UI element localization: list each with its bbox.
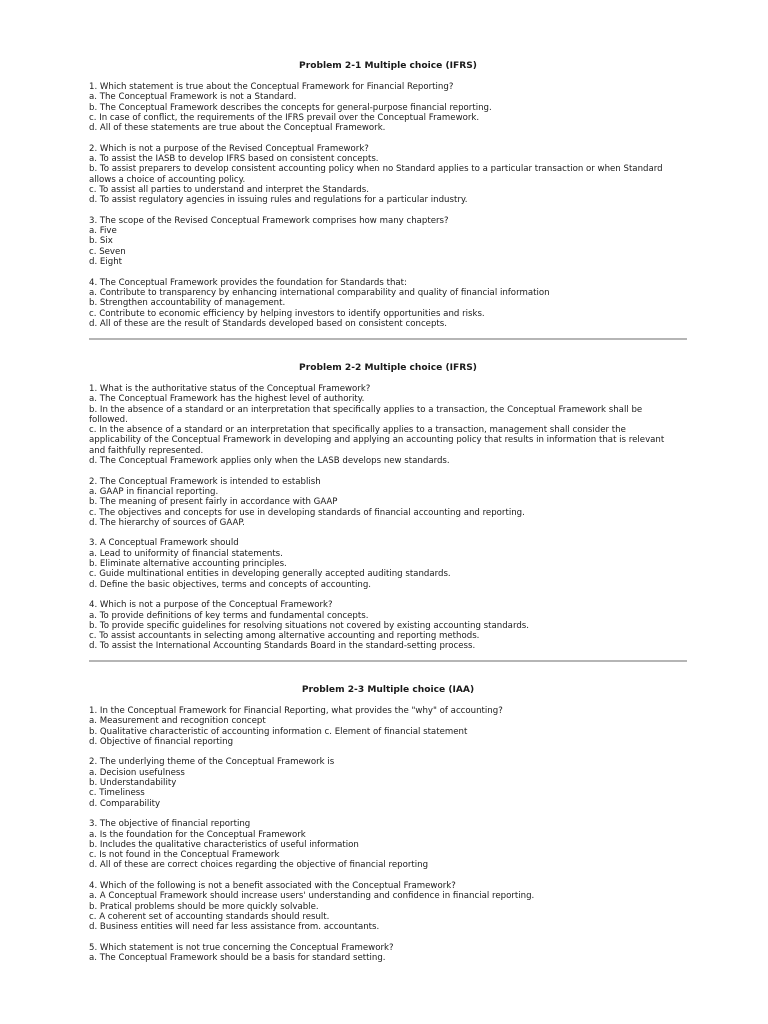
- section-title: Problem 2-2 Multiple choice (IFRS): [299, 363, 477, 373]
- choice-c: c. Is not found in the Conceptual Framework: [89, 850, 280, 861]
- question-text: 1. What is the authoritative status of the Conceptual Framework?: [89, 384, 371, 394]
- question-text: 2. The underlying theme of the Conceptual Framework is: [89, 757, 335, 768]
- choice-a: a. GAAP in financial reporting.: [89, 486, 219, 497]
- question-3: [89, 538, 687, 589]
- choice-c: c. A coherent set of accounting standards should result.: [89, 911, 330, 922]
- choice-a: a. Lead to uniformity of financial statements.: [89, 548, 283, 559]
- choice-c: c. Contribute to economic efficiency by helping investors to identify opportunities and risks.: [89, 308, 485, 319]
- choice-d: d. All of these are correct choices regarding the objective of financial reporting: [89, 860, 429, 871]
- choice-a: a. The Conceptual Framework should be a basis for standard setting.: [89, 953, 386, 964]
- choice-d: d. The hierarchy of sources of GAAP.: [89, 517, 245, 528]
- choice-b: b. To assist preparers to develop consistent accounting policy when no Standard applies to a particular transaction or when Standard: [89, 164, 663, 175]
- choice-c: c. To assist accountants in selecting among alternative accounting and reporting methods.: [89, 631, 480, 642]
- question-2: [89, 757, 687, 808]
- question-text: 3. A Conceptual Framework should: [89, 538, 239, 549]
- question-4: [89, 881, 687, 932]
- section-title: Problem 2-3 Multiple choice (IAA): [301, 685, 475, 695]
- choice-c: c. In the absence of a standard or an interpretation that specifically applies to a transaction, management shall consider the: [89, 425, 626, 436]
- question-text: 4. Which is not a purpose of the Conceptual Framework?: [89, 600, 333, 611]
- question-2: [89, 144, 687, 206]
- choice-c: c. To assist all parties to understand and interpret the Standards.: [89, 184, 369, 195]
- choice-b: b. Includes the qualitative characteristics of useful information: [89, 839, 359, 850]
- choice-d: d. All of these are the result of Standards developed based on consistent concepts.: [89, 318, 447, 329]
- question-text: 2. The Conceptual Framework is intended to establish: [89, 476, 321, 487]
- choice-a: a. Decision usefulness: [89, 767, 185, 778]
- choice-b: b. Understandability: [89, 778, 177, 789]
- choice-a: a. Is the foundation for the Conceptual Framework: [89, 829, 306, 840]
- choice-c: c. Guide multinational entities in developing generally accepted auditing standards.: [89, 569, 451, 580]
- question-4: [89, 600, 687, 651]
- choice-d: d. To assist regulatory agencies in issuing rules and regulations for a particular industry.: [89, 195, 468, 206]
- choice-b: b. Strengthen accountability of management.: [89, 298, 286, 309]
- choice-c: c. Timeliness: [89, 788, 145, 799]
- question-text: 1. Which statement is true about the Conceptual Framework for Financial Reporting?: [89, 82, 454, 92]
- choice-d: d. Comparability: [89, 798, 161, 809]
- choice-c: c. The objectives and concepts for use in developing standards of financial accounting and reporting.: [89, 507, 525, 518]
- question-4: [89, 278, 687, 329]
- choice-b-continued: followed.: [89, 414, 128, 425]
- choice-b: b. Six: [89, 236, 113, 247]
- section-title: Problem 2-1 Multiple choice (IFRS): [299, 61, 477, 71]
- choice-b: b. To provide specific guidelines for resolving situations not covered by existing accounting standards.: [89, 620, 529, 631]
- question-1: [89, 706, 687, 747]
- question-1: [89, 384, 687, 466]
- choice-b: b. The meaning of present fairly in accordance with GAAP: [89, 497, 338, 508]
- choice-a: a. To provide definitions of key terms and fundamental concepts.: [89, 610, 369, 621]
- question-text: 5. Which statement is not true concerning the Conceptual Framework?: [89, 942, 394, 953]
- question-1: [89, 82, 687, 133]
- choice-a: a. The Conceptual Framework has the highest level of authority.: [89, 394, 365, 405]
- section-problem-2-1: [89, 61, 687, 329]
- choice-a: a. Measurement and recognition concept: [89, 716, 266, 727]
- choice-b: b. In the absence of a standard or an interpretation that specifically applies to a transaction, the Conceptual Framework shall be: [89, 404, 643, 415]
- question-text: 4. Which of the following is not a benefit associated with the Conceptual Framework?: [89, 881, 456, 892]
- choice-d: d. Objective of financial reporting: [89, 736, 234, 747]
- choice-a: a. A Conceptual Framework should increase users' understanding and confidence in financial reporting.: [89, 891, 535, 902]
- question-3: [89, 819, 687, 870]
- choice-b: b. Pratical problems should be more quickly solvable.: [89, 901, 319, 912]
- question-text: 2. Which is not a purpose of the Revised Conceptual Framework?: [89, 143, 369, 154]
- choice-a: a. Contribute to transparency by enhancing international comparability and quality of financial information: [89, 287, 550, 298]
- question-text: 1. In the Conceptual Framework for Financial Reporting, what provides the "why" of accounting?: [89, 706, 503, 716]
- choice-a: a. The Conceptual Framework is not a Standard.: [89, 92, 297, 103]
- question-5: [89, 943, 687, 964]
- choice-b: b. The Conceptual Framework describes the concepts for general-purpose financial reporting.: [89, 102, 492, 113]
- choice-d: d. Define the basic objectives, terms and concepts of accounting.: [89, 579, 372, 590]
- choice-a: a. To assist the IASB to develop IFRS based on consistent concepts.: [89, 154, 379, 165]
- choice-b-c: b. Qualitative characteristic of accounting information c. Element of financial statement: [89, 726, 468, 737]
- question-text: 3. The scope of the Revised Conceptual Framework comprises how many chapters?: [89, 215, 449, 226]
- choice-a: a. Five: [89, 226, 117, 237]
- choice-b: b. Eliminate alternative accounting principles.: [89, 559, 287, 570]
- question-text: 4. The Conceptual Framework provides the foundation for Standards that:: [89, 277, 407, 288]
- section-problem-2-2: [89, 363, 687, 652]
- question-2: [89, 477, 687, 528]
- choice-d: d. All of these statements are true about the Conceptual Framework.: [89, 123, 386, 134]
- section-divider: [89, 660, 687, 662]
- choice-d: d. Business entities will need far less assistance from. accountants.: [89, 922, 380, 933]
- choice-c-continued: applicability of the Conceptual Framework in developing and applying an accounting policy that results in information that is relevant: [89, 435, 665, 446]
- choice-b-continued: allows a choice of accounting policy.: [89, 174, 246, 185]
- choice-c: c. Seven: [89, 246, 126, 257]
- choice-d: d. The Conceptual Framework applies only when the LASB develops new standards.: [89, 456, 450, 467]
- section-problem-2-3: [89, 685, 687, 963]
- choice-d: d. To assist the International Accounting Standards Board in the standard-setting process.: [89, 641, 476, 652]
- choice-c: c. In case of conflict, the requirements of the IFRS prevail over the Conceptual Framework.: [89, 112, 480, 123]
- section-divider: [89, 338, 687, 340]
- question-3: [89, 216, 687, 267]
- choice-c-continued: and faithfully represented.: [89, 445, 204, 456]
- choice-d: d. Eight: [89, 257, 123, 268]
- question-text: 3. The objective of financial reporting: [89, 819, 251, 830]
